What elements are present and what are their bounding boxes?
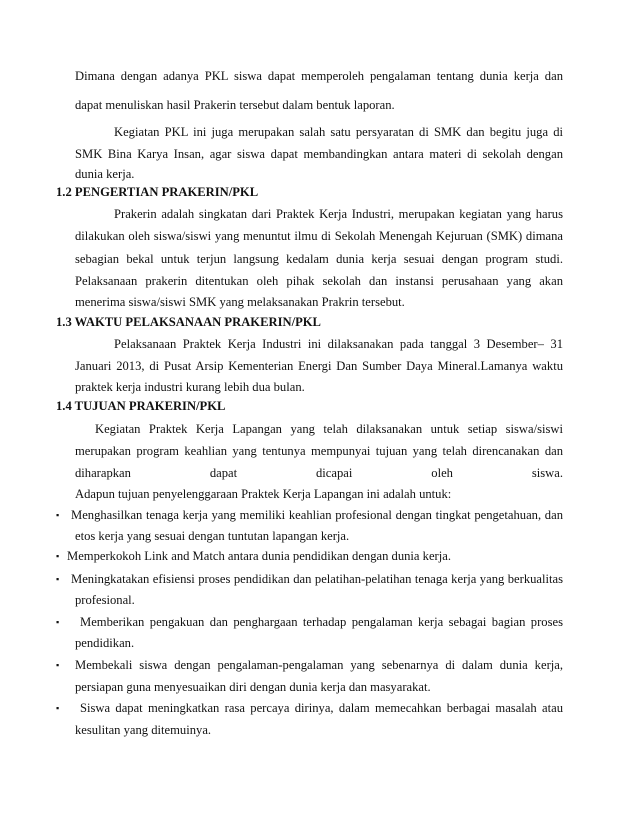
square-bullet-icon: ▪ xyxy=(56,510,60,520)
square-bullet-icon: ▪ xyxy=(56,551,60,561)
intro-p2-line1: Kegiatan PKL ini juga merupakan salah satu persyaratan di SMK dan begitu juga di xyxy=(114,125,563,139)
section-1-3-line1: Pelaksanaan Praktek Kerja Industri ini dilaksanakan pada tanggal 3 Desember– 31 xyxy=(114,337,563,351)
intro-p2-line3: dunia kerja. xyxy=(75,167,135,181)
intro-p1-line1: Dimana dengan adanya PKL siswa dapat memperoleh pengalaman tentang dunia kerja dan xyxy=(75,69,563,83)
bullet-5-line1: Membekali siswa dengan pengalaman-pengalaman yang sebenarnya di dalam dunia kerja, xyxy=(75,658,563,672)
square-bullet-icon: ▪ xyxy=(56,617,60,627)
bullet-6-line2: kesulitan yang ditemuinya. xyxy=(75,723,212,737)
section-1-2-line1: Prakerin adalah singkatan dari Praktek Kerja Industri, merupakan kegiatan yang harus xyxy=(114,207,563,221)
bullet-4-line1: Memberikan pengakuan dan penghargaan terhadap pengalaman kerja sebagai bagian proses xyxy=(80,615,563,629)
bullet-1-line1: Menghasilkan tenaga kerja yang memiliki keahlian profesional dengan tingkat pengetahuan, dan xyxy=(71,508,563,522)
section-1-2-line4: Pelaksanaan prakerin ditentukan oleh pihak sekolah dan instansi perusahaan yang akan xyxy=(75,274,563,288)
section-1-4-line2: merupakan program keahlian yang tentunya mempunyai tujuan yang telah direncanakan dan xyxy=(75,444,563,458)
section-1-4-line4: Adapun tujuan penyelenggaraan Praktek Kerja Lapangan ini adalah untuk: xyxy=(75,487,452,501)
bullet-6-line1: Siswa dapat meningkatkan rasa percaya dirinya, dalam memecahkan berbagai masalah atau xyxy=(80,701,563,715)
section-1-3-heading: 1.3 WAKTU PELAKSANAAN PRAKERIN/PKL xyxy=(56,315,321,329)
intro-p2-line2: SMK Bina Karya Insan, agar siswa dapat membandingkan antara materi di sekolah dengan xyxy=(75,147,563,161)
section-1-2-line2: dilakukan oleh siswa/siswi yang menuntut ilmu di Sekolah Menengah Kejuruan (SMK) dimana xyxy=(75,229,563,243)
square-bullet-icon: ▪ xyxy=(56,703,60,713)
section-1-2-line3: sebagian bekal untuk terjun langsung kedalam dunia kerja sesuai dengan program studi. xyxy=(75,252,563,266)
bullet-3-line2: profesional. xyxy=(75,593,135,607)
bullet-3-line1: Meningkatakan efisiensi proses pendidikan dan pelatihan-pelatihan tenaga kerja yang berkualitas xyxy=(71,572,563,586)
section-1-4-line3: diharapkan dapat dicapai oleh siswa. xyxy=(75,466,563,480)
bullet-1-line2: etos kerja yang sesuai dengan tuntutan lapangan kerja. xyxy=(75,529,350,543)
section-1-2-heading: 1.2 PENGERTIAN PRAKERIN/PKL xyxy=(56,185,259,199)
section-1-2-line5: menerima siswa/siswi SMK yang melaksanakan Prakrin tersebut. xyxy=(75,295,405,309)
square-bullet-icon: ▪ xyxy=(56,574,60,584)
section-1-3-line2: Januari 2013, di Pusat Arsip Kementerian Energi Dan Sumber Daya Mineral.Lamanya waktu xyxy=(75,359,563,373)
section-1-4-heading: 1.4 TUJUAN PRAKERIN/PKL xyxy=(56,399,226,413)
bullet-5-line2: persiapan guna menyesuaikan diri dengan dunia kerja dan masyarakat. xyxy=(75,680,431,694)
section-1-4-line1: Kegiatan Praktek Kerja Lapangan yang telah dilaksanakan untuk setiap siswa/siswi xyxy=(95,422,563,436)
section-1-3-line3: praktek kerja industri kurang lebih dua bulan. xyxy=(75,380,305,394)
intro-p1-line2: dapat menuliskan hasil Prakerin tersebut dalam bentuk laporan. xyxy=(75,98,395,112)
square-bullet-icon: ▪ xyxy=(56,660,60,670)
bullet-2-line1: Memperkokoh Link and Match antara dunia pendidikan dengan dunia kerja. xyxy=(67,549,451,563)
bullet-4-line2: pendidikan. xyxy=(75,636,135,650)
